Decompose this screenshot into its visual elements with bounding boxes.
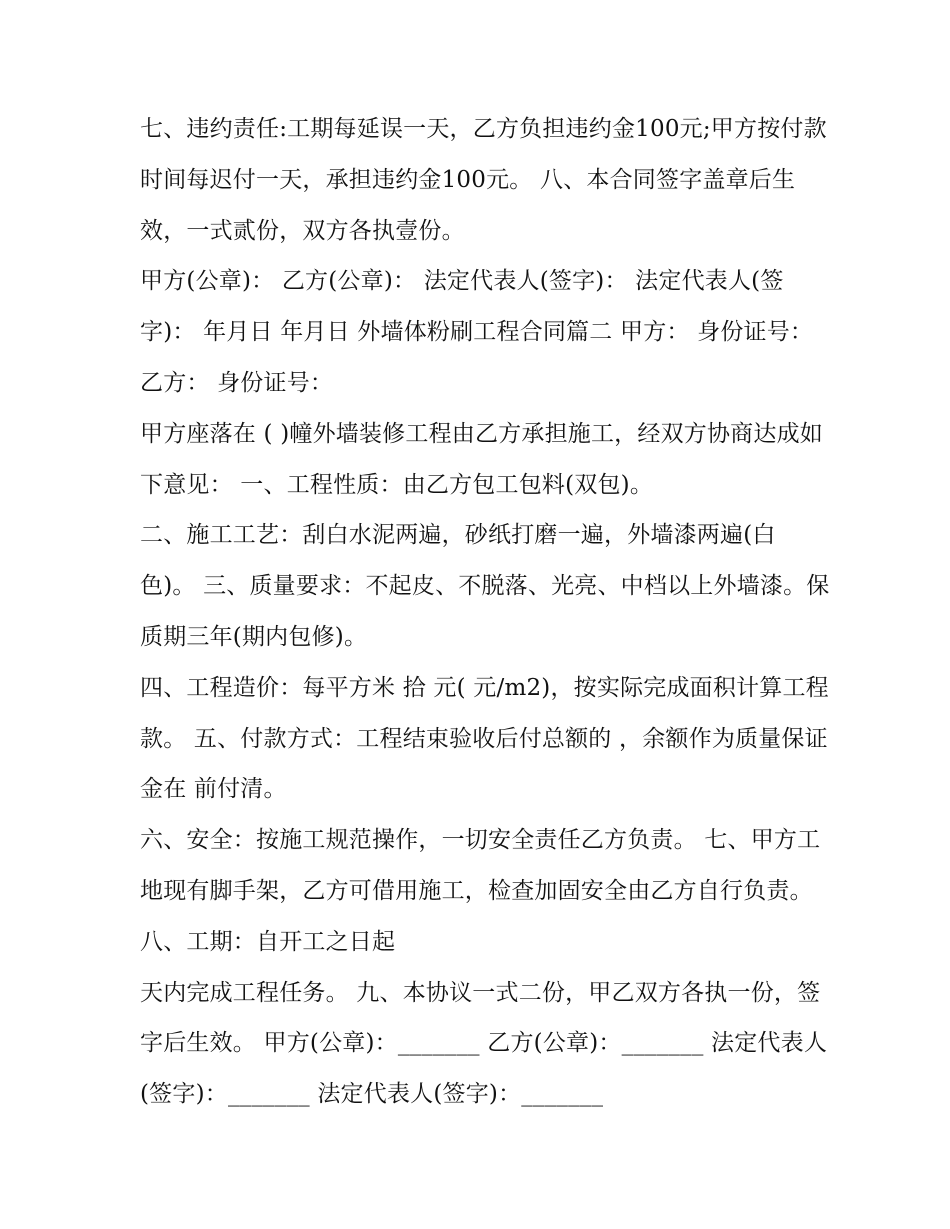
paragraph-project-nature: 甲方座落在 ( )幢外墙装修工程由乙方承担施工，经双方协商达成如下意见： 一、工程性质：由乙方包工包料(双包)。 — [140, 420, 823, 498]
paragraph-signatures-and-parties: 甲方(公章)： 乙方(公章)： 法定代表人(签字)： 法定代表人(签字)： 年月日 年月日 外墙体粉刷工程合同篇二 甲方： 身份证号： 乙方： 身份证号： — [140, 268, 814, 396]
paragraph-completion-signatures: 天内完成工程任务。 九、本协议一式二份，甲乙双方各执一份，签字后生效。 甲方(公章)：_______ 乙方(公章)：_______ 法定代表人(签字)：_______ 法定代表人(签字)：_______ — [140, 979, 828, 1108]
paragraph-construction-quality: 二、施工工艺：刮白水泥两遍，砂纸打磨一遍，外墙漆两遍(白色)。 三、质量要求：不起皮、不脱落、光亮、中档以上外墙漆。保质期三年(期内包修)。 — [140, 522, 830, 650]
paragraph-cost-payment: 四、工程造价：每平方米 拾 元( 元/m2)，按实际完成面积计算工程款。 五、付款方式：工程结束验收后付总额的 ，余额作为质量保证金在 前付清。 — [140, 674, 829, 803]
document-page — [140, 104, 830, 1120]
paragraph-safety-schedule: 六、安全：按施工规范操作，一切安全责任乙方负责。 七、甲方工地现有脚手架，乙方可借用施工，检查加固安全由乙方自行负责。 八、工期：自开工之日起 — [140, 827, 821, 955]
paragraph-breach-liability: 七、违约责任:工期每延误一天，乙方负担违约金100元;甲方按付款时间每迟付一天，承担违约金100元。 八、本合同签字盖章后生效，一式贰份，双方各执壹份。 — [140, 116, 827, 244]
